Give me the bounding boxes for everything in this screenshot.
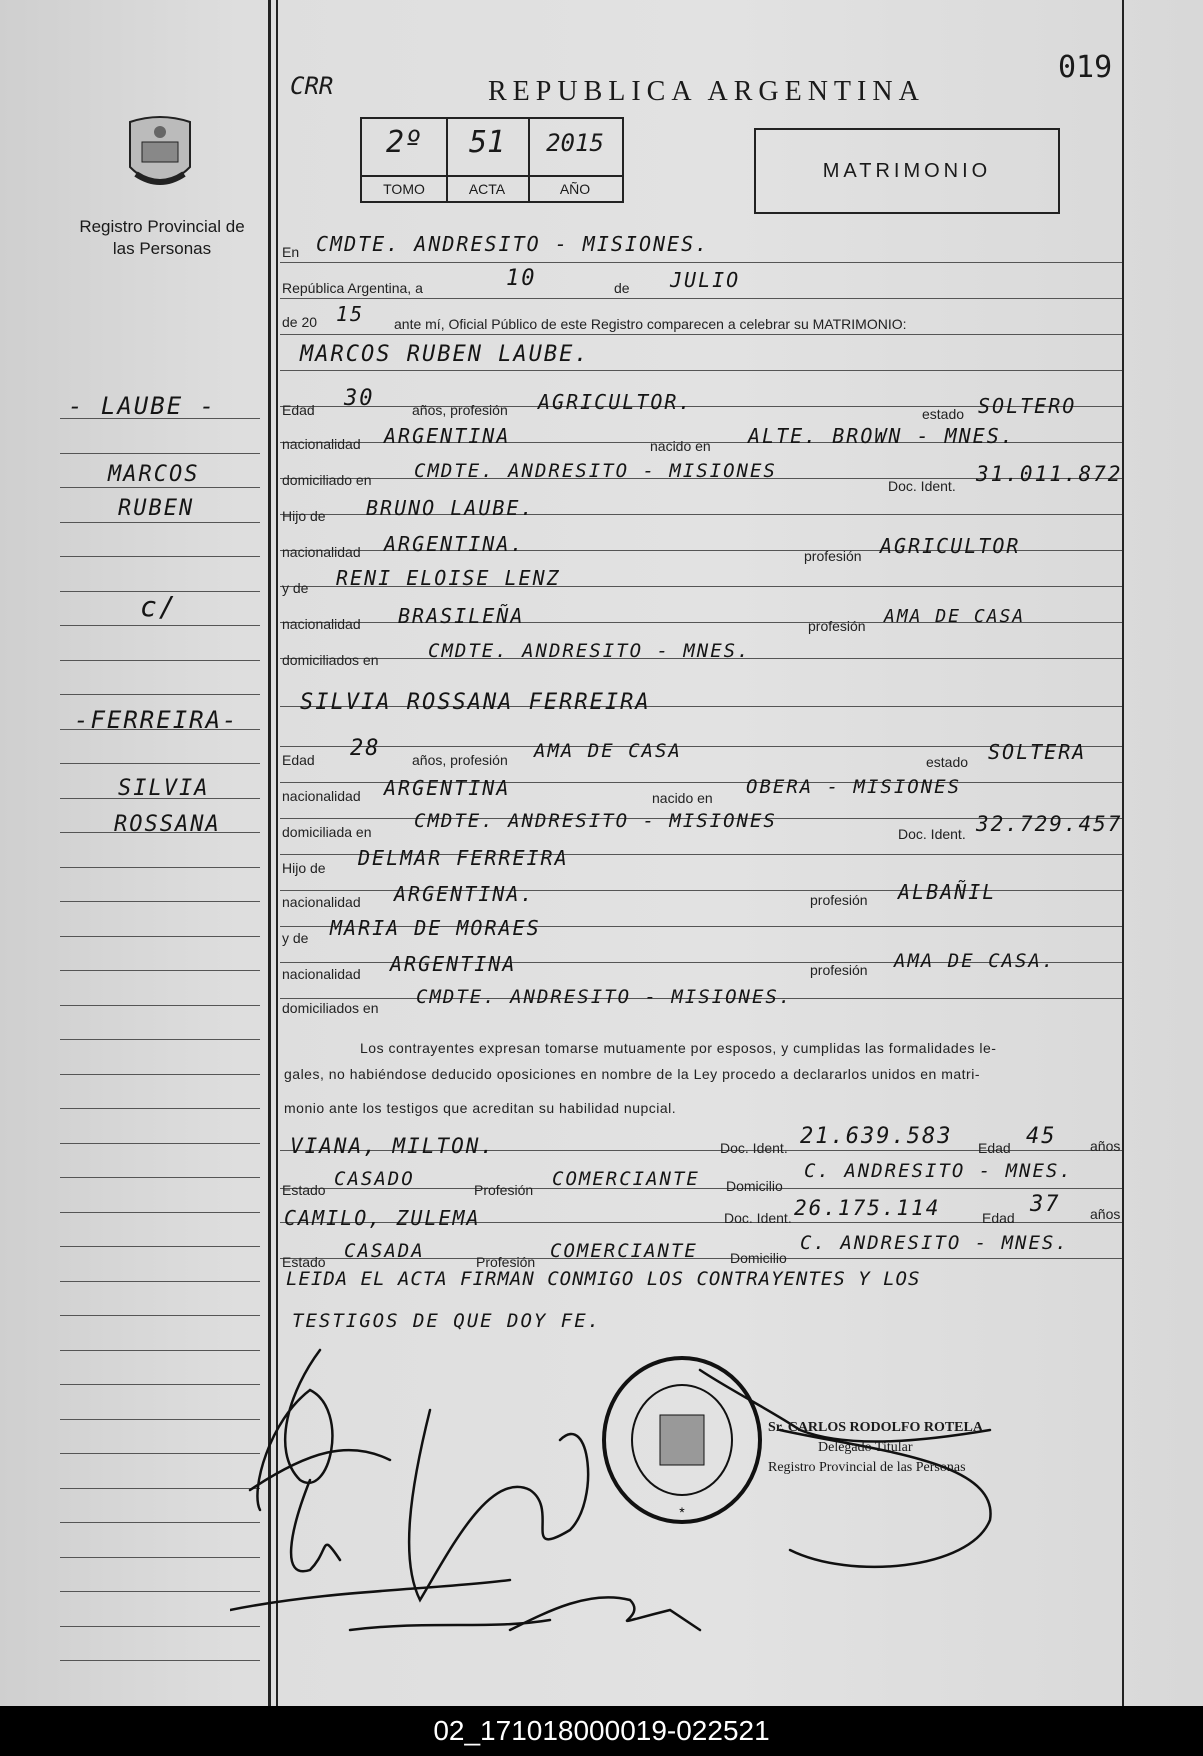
margin-rule xyxy=(60,1177,260,1178)
margin-rule xyxy=(60,1039,260,1040)
month-value: JULIO xyxy=(670,268,741,292)
groom-nationality: ARGENTINA xyxy=(384,424,511,448)
groom-nac-label: nacionalidad xyxy=(282,436,361,452)
declaration-line-2: gales, no habiéndose deducido oposiciones en nombre de la Ley procedo a declararlos unidos en matri- xyxy=(284,1066,980,1082)
bride-mother-nac-label: nacionalidad xyxy=(282,966,361,982)
groom-parents-address: CMDTE. ANDRESITO - MNES. xyxy=(428,640,751,662)
margin-note-surname-bride: -FERREIRA- xyxy=(74,706,239,734)
margin-note-name1: MARCOS xyxy=(108,462,200,487)
margin-rule xyxy=(60,763,260,764)
register-box xyxy=(360,117,624,203)
declaration-line-3: monio ante los testigos que acreditan su habilidad nupcial. xyxy=(284,1100,677,1116)
signature-line-1 xyxy=(230,1580,510,1610)
bride-father-nac-label: nacionalidad xyxy=(282,894,361,910)
bride-mother-label: y de xyxy=(282,930,309,946)
groom-born: ALTE. BROWN - MNES. xyxy=(748,424,1015,448)
margin-note-name-bride1: SILVIA xyxy=(118,776,210,801)
witness1-dom-label: Domicilio xyxy=(726,1178,783,1194)
acta-label: ACTA xyxy=(446,175,528,201)
folio-number: 019 xyxy=(1058,50,1113,85)
bride-father-nationality: ARGENTINA. xyxy=(394,882,535,906)
registry-name: Registro Provincial de las Personas xyxy=(79,217,245,258)
witness2-age: 37 xyxy=(1030,1192,1061,1217)
groom-born-label: nacido en xyxy=(650,438,711,454)
bride-mother: MARIA DE MORAES xyxy=(330,916,541,940)
margin-rule xyxy=(60,453,260,454)
anio-label: AÑO xyxy=(528,175,622,201)
margin-rule xyxy=(60,660,260,661)
signature-witness1 xyxy=(409,1410,588,1600)
tomo-label: TOMO xyxy=(362,175,446,201)
witness2-estado-label: Estado xyxy=(282,1254,326,1270)
margin-note-surname: - LAUBE - xyxy=(68,392,217,420)
acta-cell xyxy=(446,119,530,201)
margin-rule xyxy=(60,1660,260,1661)
officer-block xyxy=(768,1418,983,1478)
groom-mother-nac-label: nacionalidad xyxy=(282,616,361,632)
closing-line-1: LEIDA EL ACTA FIRMAN CONMIGO LOS CONTRAYENTES Y LOS xyxy=(286,1268,921,1290)
margin-rule xyxy=(60,487,260,488)
witness1-status: CASADO xyxy=(334,1168,415,1190)
witness2-profession: COMERCIANTE xyxy=(550,1240,698,1262)
body-rule xyxy=(280,262,1122,263)
witness2-anios-label: años xyxy=(1090,1206,1121,1222)
margin-rule xyxy=(60,1074,260,1075)
bride-father: DELMAR FERREIRA xyxy=(358,846,569,870)
bride-estado-label: estado xyxy=(926,754,969,770)
witness1-address: C. ANDRESITO - MNES. xyxy=(804,1160,1073,1182)
groom-father: BRUNO LAUBE. xyxy=(366,496,535,520)
witness1-doc: 21.639.583 xyxy=(800,1124,953,1149)
officer-title: Delegado Titular xyxy=(818,1440,913,1455)
groom-mother-label: y de xyxy=(282,580,309,596)
bride-dom-label: domiciliada en xyxy=(282,824,372,840)
groom-mother-prof-label: profesión xyxy=(808,618,866,634)
bride-status: SOLTERA xyxy=(988,740,1087,764)
groom-mother-nationality: BRASILEÑA xyxy=(398,604,525,628)
groom-status: SOLTERO xyxy=(978,394,1077,418)
margin-rule xyxy=(60,970,260,971)
witness1-estado-label: Estado xyxy=(282,1182,326,1198)
appear-text: ante mí, Oficial Público de este Registro comparecen a celebrar su MATRIMONIO: xyxy=(394,316,907,332)
de-label: de xyxy=(614,280,630,296)
margin-rule xyxy=(60,867,260,868)
groom-name: MARCOS RUBEN LAUBE. xyxy=(300,342,590,367)
bride-prof-label: años, profesión xyxy=(412,752,508,768)
bride-name: SILVIA ROSSANA FERREIRA xyxy=(300,690,651,715)
groom-father-prof-label: profesión xyxy=(804,548,862,564)
bride-father-label: Hijo de xyxy=(282,860,326,876)
witness2-name: CAMILO, ZULEMA xyxy=(284,1206,481,1230)
margin-rule xyxy=(60,625,260,626)
en-label: En xyxy=(282,244,300,260)
tomo-value: 2º xyxy=(385,125,423,160)
groom-father-label: Hijo de xyxy=(282,508,326,524)
declaration-line-1: Los contrayentes expresan tomarse mutuamente por esposos, y cumplidas las formalidades le- xyxy=(360,1040,997,1056)
registry-seal-icon xyxy=(600,1355,764,1525)
body-rule xyxy=(280,334,1122,335)
act-type-box: MATRIMONIO xyxy=(754,128,1060,214)
body-rule xyxy=(280,370,1122,371)
margin-rule xyxy=(60,1315,260,1316)
witness1-doc-label: Doc. Ident. xyxy=(720,1140,788,1156)
witness1-age: 45 xyxy=(1026,1124,1057,1149)
bride-father-prof-label: profesión xyxy=(810,892,868,908)
groom-mother-profession: AMA DE CASA xyxy=(884,606,1026,627)
closing-line-2: TESTIGOS DE QUE DOY FE. xyxy=(292,1310,602,1332)
groom-father-nationality: ARGENTINA. xyxy=(384,532,525,556)
margin-rule xyxy=(60,1108,260,1109)
acta-value: 51 xyxy=(468,125,506,160)
bride-born: OBERA - MISIONES xyxy=(746,776,962,798)
witness2-status: CASADA xyxy=(344,1240,425,1262)
bride-mother-prof-label: profesión xyxy=(810,962,868,978)
bride-address: CMDTE. ANDRESITO - MISIONES xyxy=(414,810,777,832)
bride-nationality: ARGENTINA xyxy=(384,776,511,800)
margin-rule xyxy=(60,936,260,937)
bride-doc-label: Doc. Ident. xyxy=(898,826,966,842)
bride-age: 28 xyxy=(350,736,381,761)
bride-mother-profession: AMA DE CASA. xyxy=(894,950,1056,972)
groom-mother: RENI ELOISE LENZ xyxy=(336,566,561,590)
groom-prof-label: años, profesión xyxy=(412,402,508,418)
country-label: República Argentina, a xyxy=(282,280,423,296)
bride-mother-nationality: ARGENTINA xyxy=(390,952,517,976)
groom-father-profession: AGRICULTOR xyxy=(880,534,1021,558)
margin-rule xyxy=(60,901,260,902)
bride-parents-address: CMDTE. ANDRESITO - MISIONES. xyxy=(416,986,793,1008)
province-shield-icon xyxy=(120,112,200,202)
witness2-edad-label: Edad xyxy=(982,1210,1015,1226)
bride-born-label: nacido en xyxy=(652,790,713,806)
signature-groom xyxy=(257,1350,332,1510)
officer-name: Sr. CARLOS RODOLFO ROTELA xyxy=(768,1420,983,1435)
witness2-address: C. ANDRESITO - MNES. xyxy=(800,1232,1069,1254)
margin-rule xyxy=(60,1143,260,1144)
bride-parents-dom-label: domiciliados en xyxy=(282,1000,379,1016)
witness1-prof-label: Profesión xyxy=(474,1182,534,1198)
tomo-cell xyxy=(362,119,448,201)
groom-father-nac-label: nacionalidad xyxy=(282,544,361,560)
anio-cell xyxy=(528,119,622,201)
place-value: CMDTE. ANDRESITO - MISIONES. xyxy=(316,232,710,256)
country-title: REPUBLICA ARGENTINA xyxy=(488,76,925,107)
witness1-edad-label: Edad xyxy=(978,1140,1011,1156)
groom-doc-label: Doc. Ident. xyxy=(888,478,956,494)
margin-rule xyxy=(60,1212,260,1213)
margin-rule xyxy=(60,556,260,557)
margin-rule xyxy=(60,1246,260,1247)
witness2-doc: 26.175.114 xyxy=(794,1196,941,1220)
margin-note-name2: RUBEN xyxy=(118,496,195,521)
witness1-profession: COMERCIANTE xyxy=(552,1168,700,1190)
margin-rule xyxy=(60,694,260,695)
groom-profession: AGRICULTOR. xyxy=(538,390,693,414)
signature-witness2 xyxy=(510,1597,700,1630)
groom-dom-label: domiciliado en xyxy=(282,472,372,488)
witness1-anios-label: años xyxy=(1090,1138,1121,1154)
bride-edad-label: Edad xyxy=(282,752,315,768)
groom-estado-label: estado xyxy=(922,406,965,422)
anio-value: 2015 xyxy=(546,129,604,157)
scan-footer-id: 02_171018000019-022521 xyxy=(0,1706,1203,1756)
signature-bride xyxy=(291,1480,340,1571)
groom-parents-dom-label: domiciliados en xyxy=(282,652,379,668)
groom-edad-label: Edad xyxy=(282,402,315,418)
groom-address: CMDTE. ANDRESITO - MISIONES xyxy=(414,460,777,482)
bride-nac-label: nacionalidad xyxy=(282,788,361,804)
day-value: 10 xyxy=(506,266,537,291)
bride-profession: AMA DE CASA xyxy=(534,740,682,762)
margin-rule xyxy=(60,522,260,523)
margin-rule xyxy=(60,1005,260,1006)
witness2-dom-label: Domicilio xyxy=(730,1250,787,1266)
groom-doc: 31.011.872 xyxy=(976,462,1123,486)
margin-note-connector: c/ xyxy=(140,590,178,623)
witness2-doc-label: Doc. Ident. xyxy=(724,1210,792,1226)
year-prefix: de 20 xyxy=(282,314,318,330)
officer-office: Registro Provincial de las Personas xyxy=(768,1460,966,1475)
body-rule xyxy=(280,298,1122,299)
witness2-prof-label: Profesión xyxy=(476,1254,536,1270)
bride-doc: 32.729.457 xyxy=(976,812,1123,836)
svg-text:*: * xyxy=(679,1504,685,1520)
witness1-name: VIANA, MILTON. xyxy=(290,1134,496,1158)
year-suffix: 15 xyxy=(336,302,365,326)
bride-father-profession: ALBAÑIL xyxy=(898,880,997,904)
code-handwritten: CRR xyxy=(290,72,334,100)
margin-rule xyxy=(60,1281,260,1282)
groom-age: 30 xyxy=(344,386,375,411)
margin-note-name-bride2: ROSSANA xyxy=(114,812,221,837)
signature-groom-flourish xyxy=(250,1450,390,1490)
